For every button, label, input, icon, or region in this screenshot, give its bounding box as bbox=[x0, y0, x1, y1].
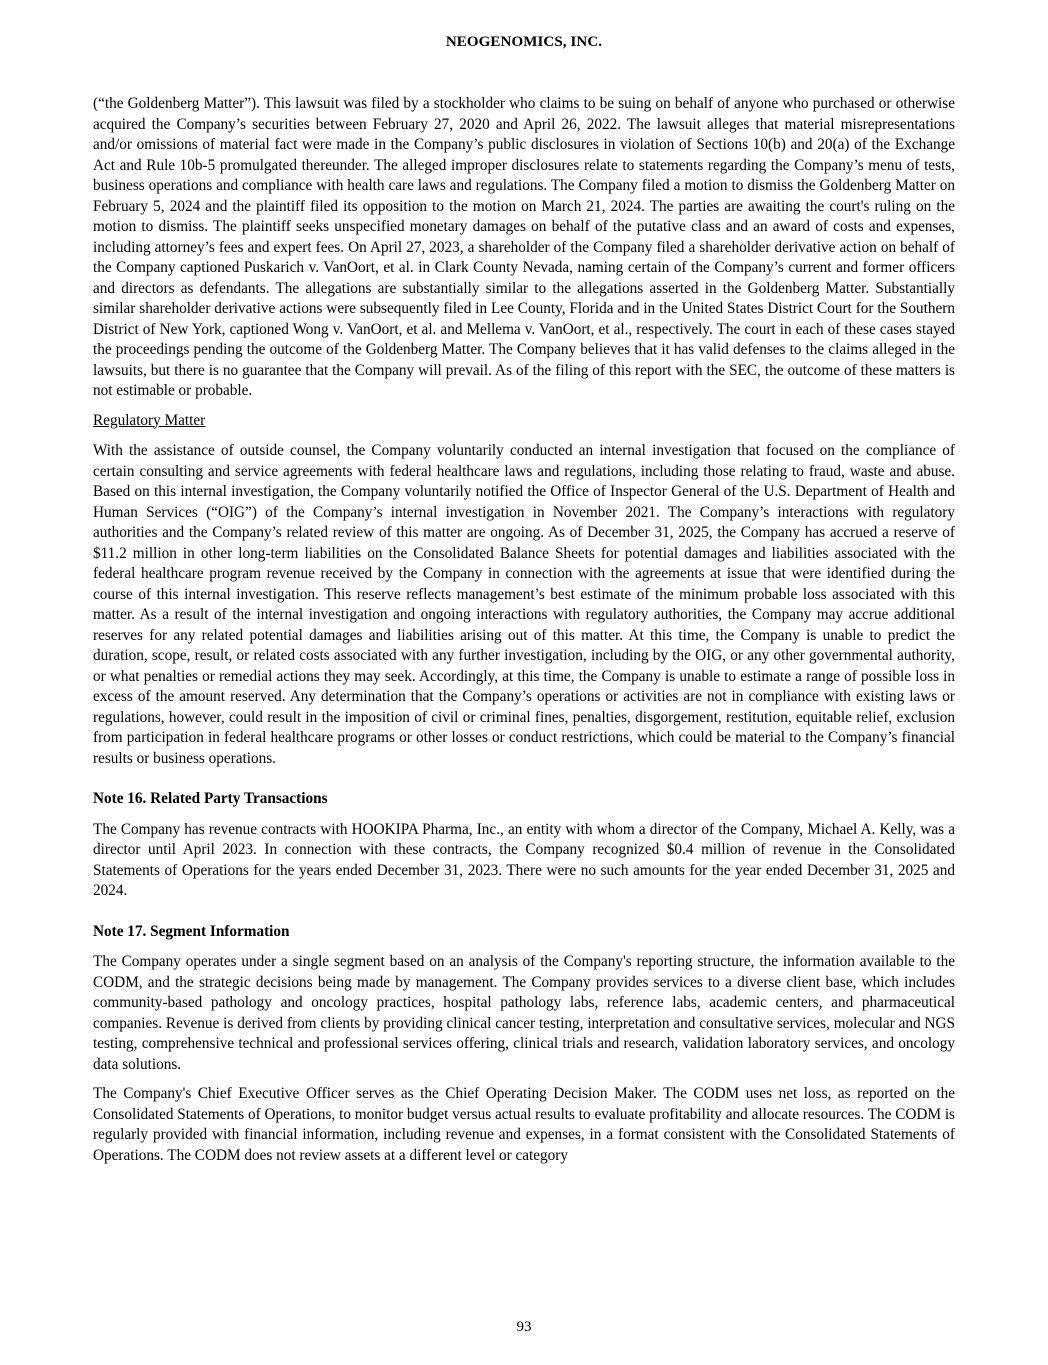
note-17-paragraph-1: The Company operates under a single segment based on an analysis of the Company's reporting structure, the information available to the CODM, and the strategic decisions being made by management. The Company provides services to a diverse client base, which includes community-based pathology and oncology practices, hospital pathology labs, reference labs, academic centers, and pharmaceutical companies. Revenue is derived from clients by providing clinical cancer testing, interpretation and consultative services, molecular and NGS testing, comprehensive technical and professional services offering, clinical trials and research, validation laboratory services, and oncology data solutions. bbox=[93, 953, 955, 1073]
note-17-paragraph-2: The Company's Chief Executive Officer serves as the Chief Operating Decision Maker. The CODM uses net loss, as reported on the Consolidated Statements of Operations, to monitor budget versus actual results to evaluate profitability and allocate resources. The CODM is regularly provided with financial information, including revenue and expenses, in a format consistent with the Consolidated Statements of Operations. The CODM does not review assets at a different level or category bbox=[93, 1085, 955, 1164]
page-header-company: NEOGENOMICS, INC. bbox=[445, 34, 603, 50]
note-16-paragraph: The Company has revenue contracts with HOOKIPA Pharma, Inc., an entity with whom a director of the Company, Michael A. Kelly, was a director until April 2023. In connection with these contracts, the Company recognized $0.4 million of revenue in the Consolidated Statements of Operations for the years ended December 31, 2023. There were no such amounts for the year ended December 31, 2025 and 2024. bbox=[93, 820, 955, 899]
regulatory-matter-heading: Regulatory Matter bbox=[93, 411, 206, 429]
regulatory-matter-paragraph: With the assistance of outside counsel, the Company voluntarily conducted an internal investigation that focused on the compliance of certain consulting and service agreements with federal healthcare laws and regulations, including those relating to fraud, waste and abuse. Based on this internal investigation, the Company voluntarily notified the Office of Inspector General of the U.S. Department of Health and Human Services (“OIG”) of the Company’s internal investigation in November 2021. The Company’s interactions with regulatory authorities and the Company’s related review of this matter are ongoing. As of December 31, 2025, the Company has accrued a reserve of $11.2 million in other long-term liabilities on the Consolidated Balance Sheets for potential damages and liabilities associated with the federal healthcare program revenue received by the Company in connection with the agreements at issue that were identified during the course of this internal investigation. This reserve reflects management’s best estimate of the minimum probable loss associated with this matter. As a result of the internal investigation and ongoing interactions with regulatory authorities, the Company may accrue additional reserves for any related potential damages and liabilities arising out of this matter. At this time, the Company is unable to predict the duration, scope, result, or related costs associated with any further investigation, including by the OIG, or any other governmental authority, or what penalties or remedial actions they may seek. Accordingly, at this time, the Company is unable to estimate a range of possible loss in excess of the amount reserved. Any determination that the Company’s operations or activities are not in compliance with existing laws or regulations, however, could result in the imposition of civil or criminal fines, penalties, disgorgement, restitution, equitable relief, exclusion from participation in federal healthcare programs or other losses or conduct restrictions, which could be material to the Company’s financial results or business operations. bbox=[93, 442, 955, 767]
document-body bbox=[93, 94, 955, 1175]
note-17-heading: Note 17. Segment Information bbox=[93, 922, 290, 940]
note-16-heading: Note 16. Related Party Transactions bbox=[93, 790, 328, 807]
page-number: 93 bbox=[516, 1319, 532, 1335]
goldenberg-paragraph: (“the Goldenberg Matter”). This lawsuit was filed by a stockholder who claims to be suing on behalf of anyone who purchased or otherwise acquired the Company’s securities between February 27, 2020 and April 26, 2022. The lawsuit alleges that material misrepresentations and/or omissions of material fact were made in the Company’s public disclosures in violation of Sections 10(b) and 20(a) of the Exchange Act and Rule 10b-5 promulgated thereunder. The alleged improper disclosures relate to statements regarding the Company’s menu of tests, business operations and compliance with health care laws and regulations. The Company filed a motion to dismiss the Goldenberg Matter on February 5, 2024 and the plaintiff filed its opposition to the motion on March 21, 2024. The parties are awaiting the court's ruling on the motion to dismiss. The plaintiff seeks unspecified monetary damages on behalf of the putative class and an award of costs and expenses, including attorney’s fees and expert fees. On April 27, 2023, a shareholder of the Company filed a shareholder derivative action on behalf of the Company captioned Puskarich v. VanOort, et al. in Clark County Nevada, naming certain of the Company’s current and former officers and directors as defendants. The allegations are substantially similar to the allegations asserted in the Goldenberg Matter. Substantially similar shareholder derivative actions were subsequently filed in Lee County, Florida and in the United States District Court for the Southern District of New York, captioned Wong v. VanOort, et al. and Mellema v. VanOort, et al., respectively. The court in each of these cases stayed the proceedings pending the outcome of the Goldenberg Matter. The Company believes that it has valid defenses to the claims alleged in the lawsuits, but there is no guarantee that the Company will prevail. As of the filing of this report with the SEC, the outcome of these matters is not estimable or probable. bbox=[93, 95, 955, 399]
